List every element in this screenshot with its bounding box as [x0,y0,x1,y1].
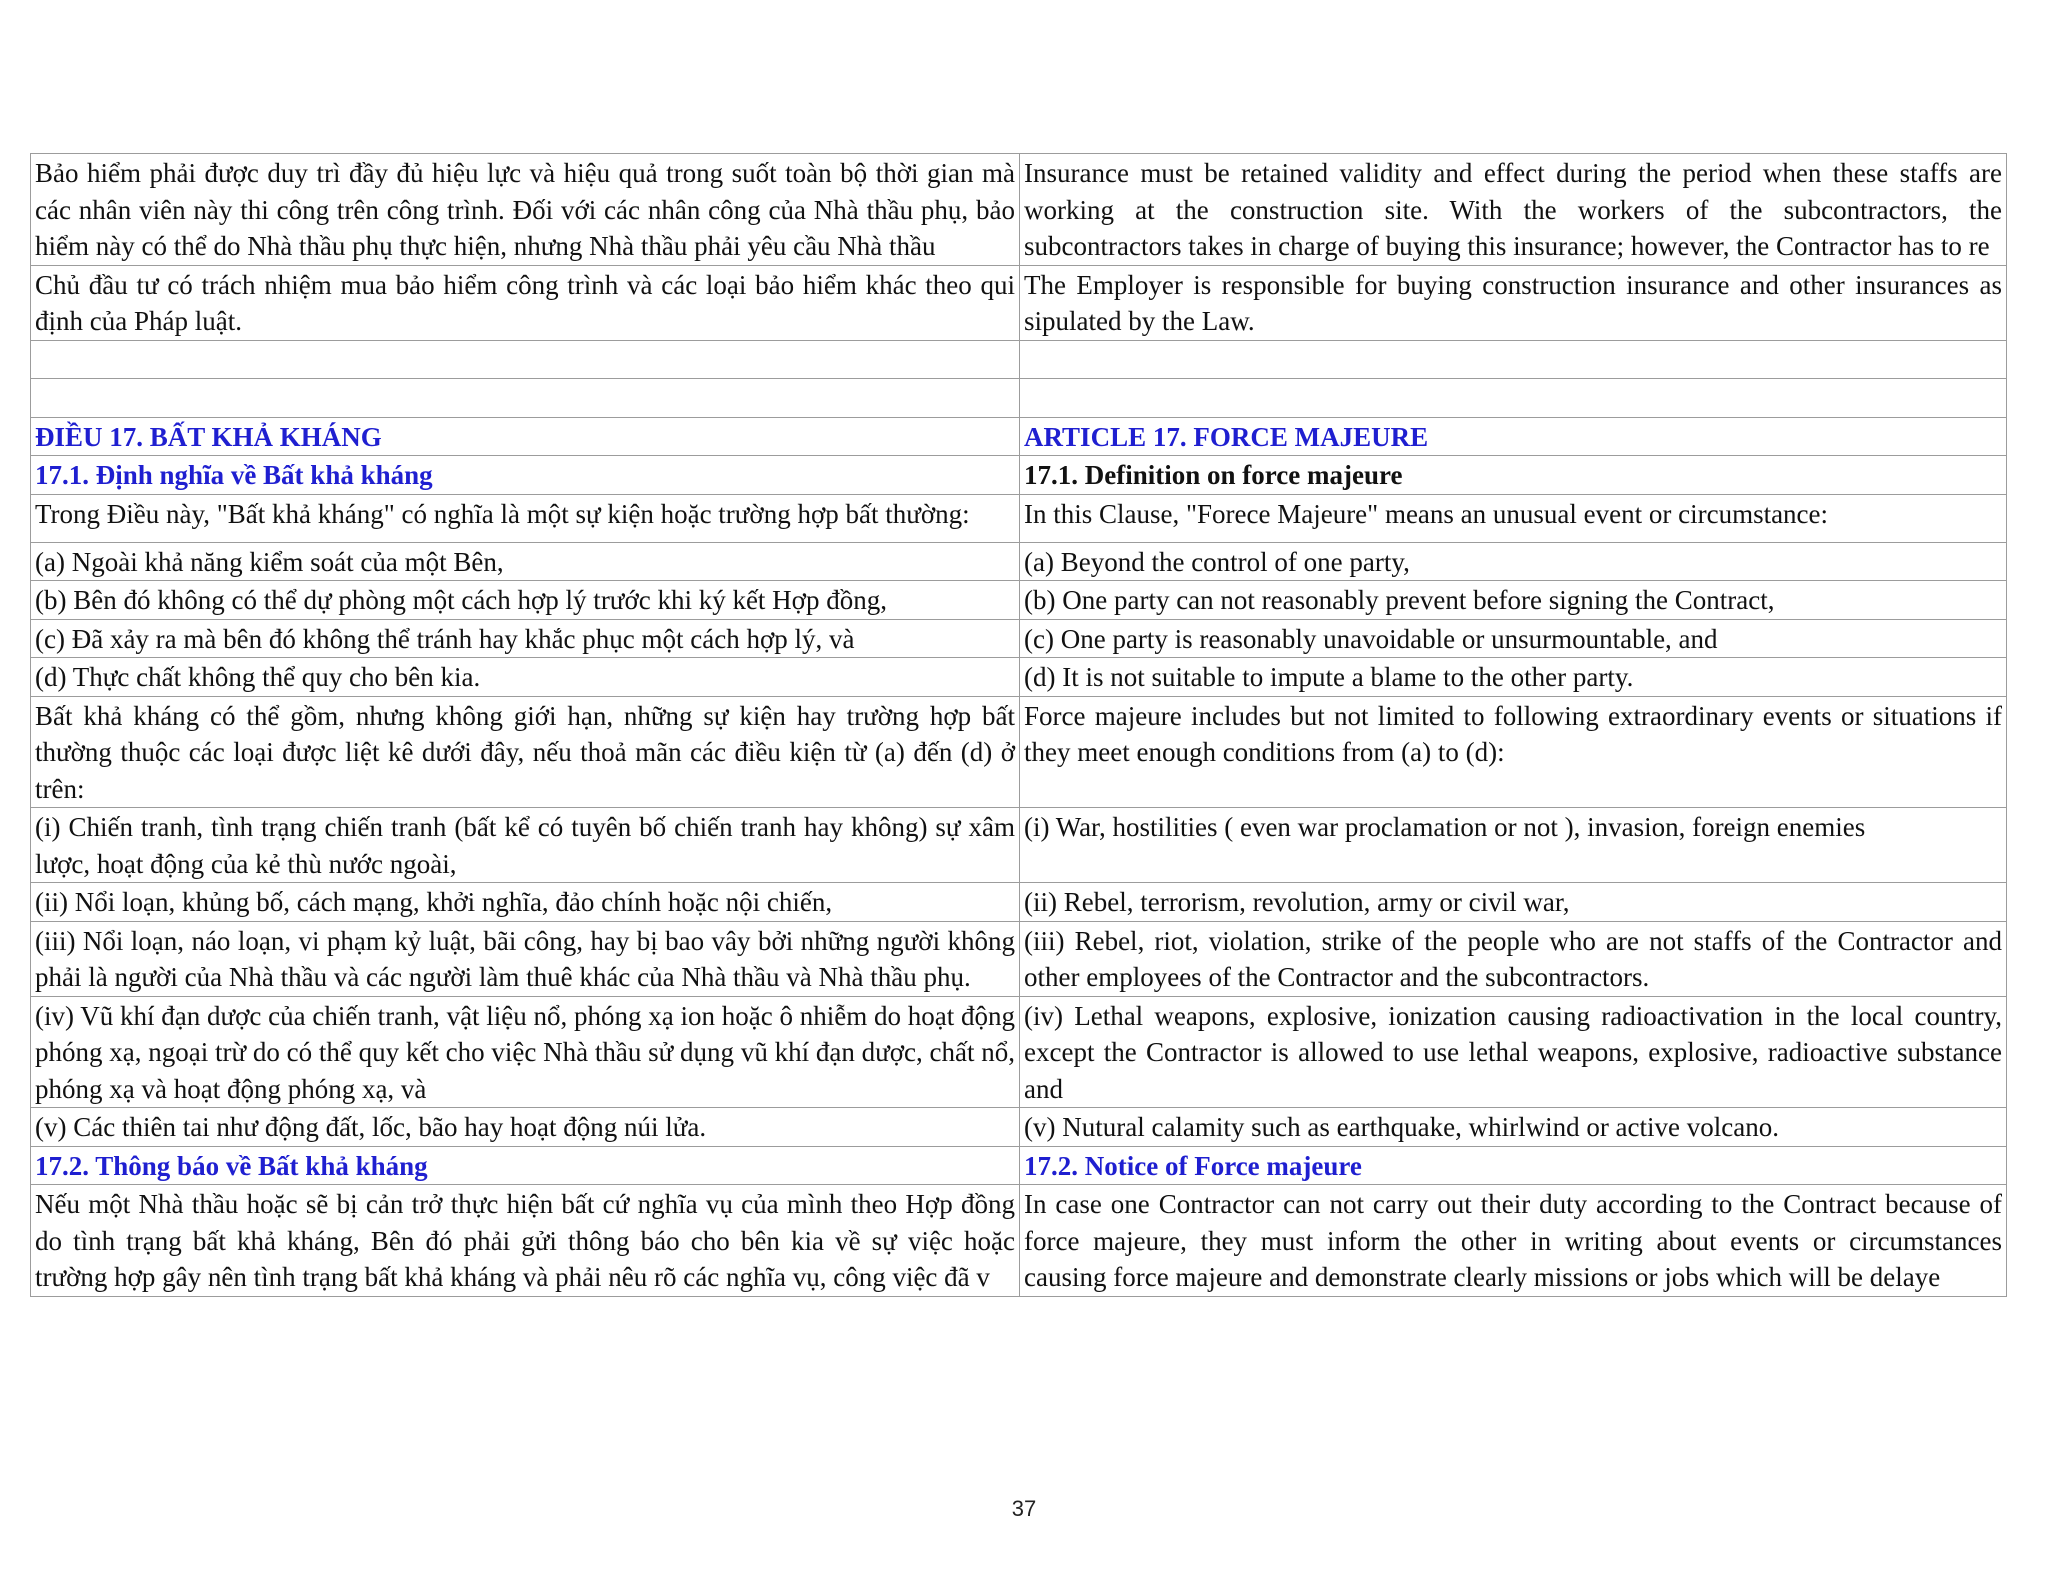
table-row [31,265,2007,340]
cell-en: (v) Nutural calamity such as earthquake, whirlwind or active volcano. [1020,1108,2007,1147]
table-row [31,1185,2007,1297]
cell-vi [31,340,1020,379]
table-row [31,921,2007,996]
cell-vi [31,379,1020,418]
section-heading-row [31,1146,2007,1185]
cell-vi: Bất khả kháng có thể gồm, nhưng không giới hạn, những sự kiện hay trường hợp bất thường thuộc các loại được liệt kê dưới đây, nếu thoả mãn các điều kiện từ (a) đến (d) ở trên: [31,696,1020,808]
cell-en [1020,379,2007,418]
cell-vi: (v) Các thiên tai như động đất, lốc, bão hay hoạt động núi lửa. [31,1108,1020,1147]
table-row [31,619,2007,658]
section-heading-vi: 17.1. Định nghĩa về Bất khả kháng [31,456,1020,495]
table-row [31,808,2007,883]
article-heading-row [31,417,2007,456]
cell-vi: (b) Bên đó không có thể dự phòng một cách hợp lý trước khi ký kết Hợp đồng, [31,581,1020,620]
empty-row [31,379,2007,418]
page-number: 37 [1011,1496,1037,1521]
article-heading-vi: ĐIỀU 17. BẤT KHẢ KHÁNG [31,417,1020,456]
section-heading-en: 17.1. Definition on force majeure [1020,456,2007,495]
cell-en: The Employer is responsible for buying construction insurance and other insurances as sipulated by the Law. [1020,265,2007,340]
table-row [31,1108,2007,1147]
table-row [31,542,2007,581]
cell-en: (iii) Rebel, riot, violation, strike of the people who are not staffs of the Contractor and other employees of the Contractor and the subcontractors. [1020,921,2007,996]
cell-vi: (iii) Nổi loạn, náo loạn, vi phạm kỷ luật, bãi công, hay bị bao vây bởi những người không phải là người của Nhà thầu và các người làm thuê khác của Nhà thầu và Nhà thầu phụ. [31,921,1020,996]
cell-vi: Nếu một Nhà thầu hoặc sẽ bị cản trở thực hiện bất cứ nghĩa vụ của mình theo Hợp đồng do tình trạng bất khả kháng, Bên đó phải gửi thông báo cho bên kia về sự việc hoặc trường hợp gây nên tình trạng bất khả kháng và phải nêu rõ các nghĩa vụ, công việc đã v [31,1185,1020,1297]
section-heading-en: 17.2. Notice of Force majeure [1020,1146,2007,1185]
table-row [31,581,2007,620]
cell-vi: Chủ đầu tư có trách nhiệm mua bảo hiểm công trình và các loại bảo hiểm khác theo qui định của Pháp luật. [31,265,1020,340]
cell-en: In this Clause, "Forece Majeure" means an unusual event or circumstance: [1020,494,2007,542]
section-heading-vi: 17.2. Thông báo về Bất khả kháng [31,1146,1020,1185]
cell-en: (c) One party is reasonably unavoidable or unsurmountable, and [1020,619,2007,658]
cell-en: (d) It is not suitable to impute a blame to the other party. [1020,658,2007,697]
cell-en: Force majeure includes but not limited to following extraordinary events or situations if they meet enough conditions from (a) to (d): [1020,696,2007,808]
cell-vi: (ii) Nổi loạn, khủng bố, cách mạng, khởi nghĩa, đảo chính hoặc nội chiến, [31,883,1020,922]
cell-vi: Trong Điều này, "Bất khả kháng" có nghĩa là một sự kiện hoặc trường hợp bất thường: [31,494,1020,542]
table-row [31,696,2007,808]
table-row [31,494,2007,542]
cell-en: (a) Beyond the control of one party, [1020,542,2007,581]
cell-en [1020,340,2007,379]
cell-en: (iv) Lethal weapons, explosive, ionization causing radioactivation in the local country, except the Contractor is allowed to use lethal weapons, explosive, radioactive substance and [1020,996,2007,1108]
table-row [31,996,2007,1108]
cell-vi: (d) Thực chất không thể quy cho bên kia. [31,658,1020,697]
cell-en: (ii) Rebel, terrorism, revolution, army or civil war, [1020,883,2007,922]
cell-vi: Bảo hiểm phải được duy trì đầy đủ hiệu lực và hiệu quả trong suốt toàn bộ thời gian mà các nhân viên này thi công trên công trình. Đối với các nhân công của Nhà thầu phụ, bảo hiểm này có thể do Nhà thầu phụ thực hiện, nhưng Nhà thầu phải yêu cầu Nhà thầu [31,154,1020,266]
empty-row [31,340,2007,379]
table-row [31,883,2007,922]
cell-vi: (c) Đã xảy ra mà bên đó không thể tránh hay khắc phục một cách hợp lý, và [31,619,1020,658]
cell-vi: (i) Chiến tranh, tình trạng chiến tranh (bất kể có tuyên bố chiến tranh hay không) sự xâm lược, hoạt động của kẻ thù nước ngoài, [31,808,1020,883]
table-row [31,154,2007,266]
cell-vi: (a) Ngoài khả năng kiểm soát của một Bên, [31,542,1020,581]
table-row [31,658,2007,697]
cell-en: Insurance must be retained validity and effect during the period when these staffs are working at the construction site. With the workers of the subcontractors, the subcontractors takes in charge of buying this insurance; however, the Contractor has to re [1020,154,2007,266]
cell-en: (i) War, hostilities ( even war proclamation or not ), invasion, foreign enemies [1020,808,2007,883]
cell-en: (b) One party can not reasonably prevent before signing the Contract, [1020,581,2007,620]
article-heading-en: ARTICLE 17. FORCE MAJEURE [1020,417,2007,456]
cell-en: In case one Contractor can not carry out their duty according to the Contract because of force majeure, they must inform the other in writing about events or circumstances causing force majeure and demonstrate clearly missions or jobs which will be delaye [1020,1185,2007,1297]
cell-vi: (iv) Vũ khí đạn dược của chiến tranh, vật liệu nổ, phóng xạ ion hoặc ô nhiễm do hoạt động phóng xạ, ngoại trừ do có thể quy kết cho việc Nhà thầu sử dụng vũ khí đạn dược, chất nổ, phóng xạ và hoạt động phóng xạ, và [31,996,1020,1108]
section-heading-row [31,456,2007,495]
bilingual-contract-table [30,153,2007,1297]
